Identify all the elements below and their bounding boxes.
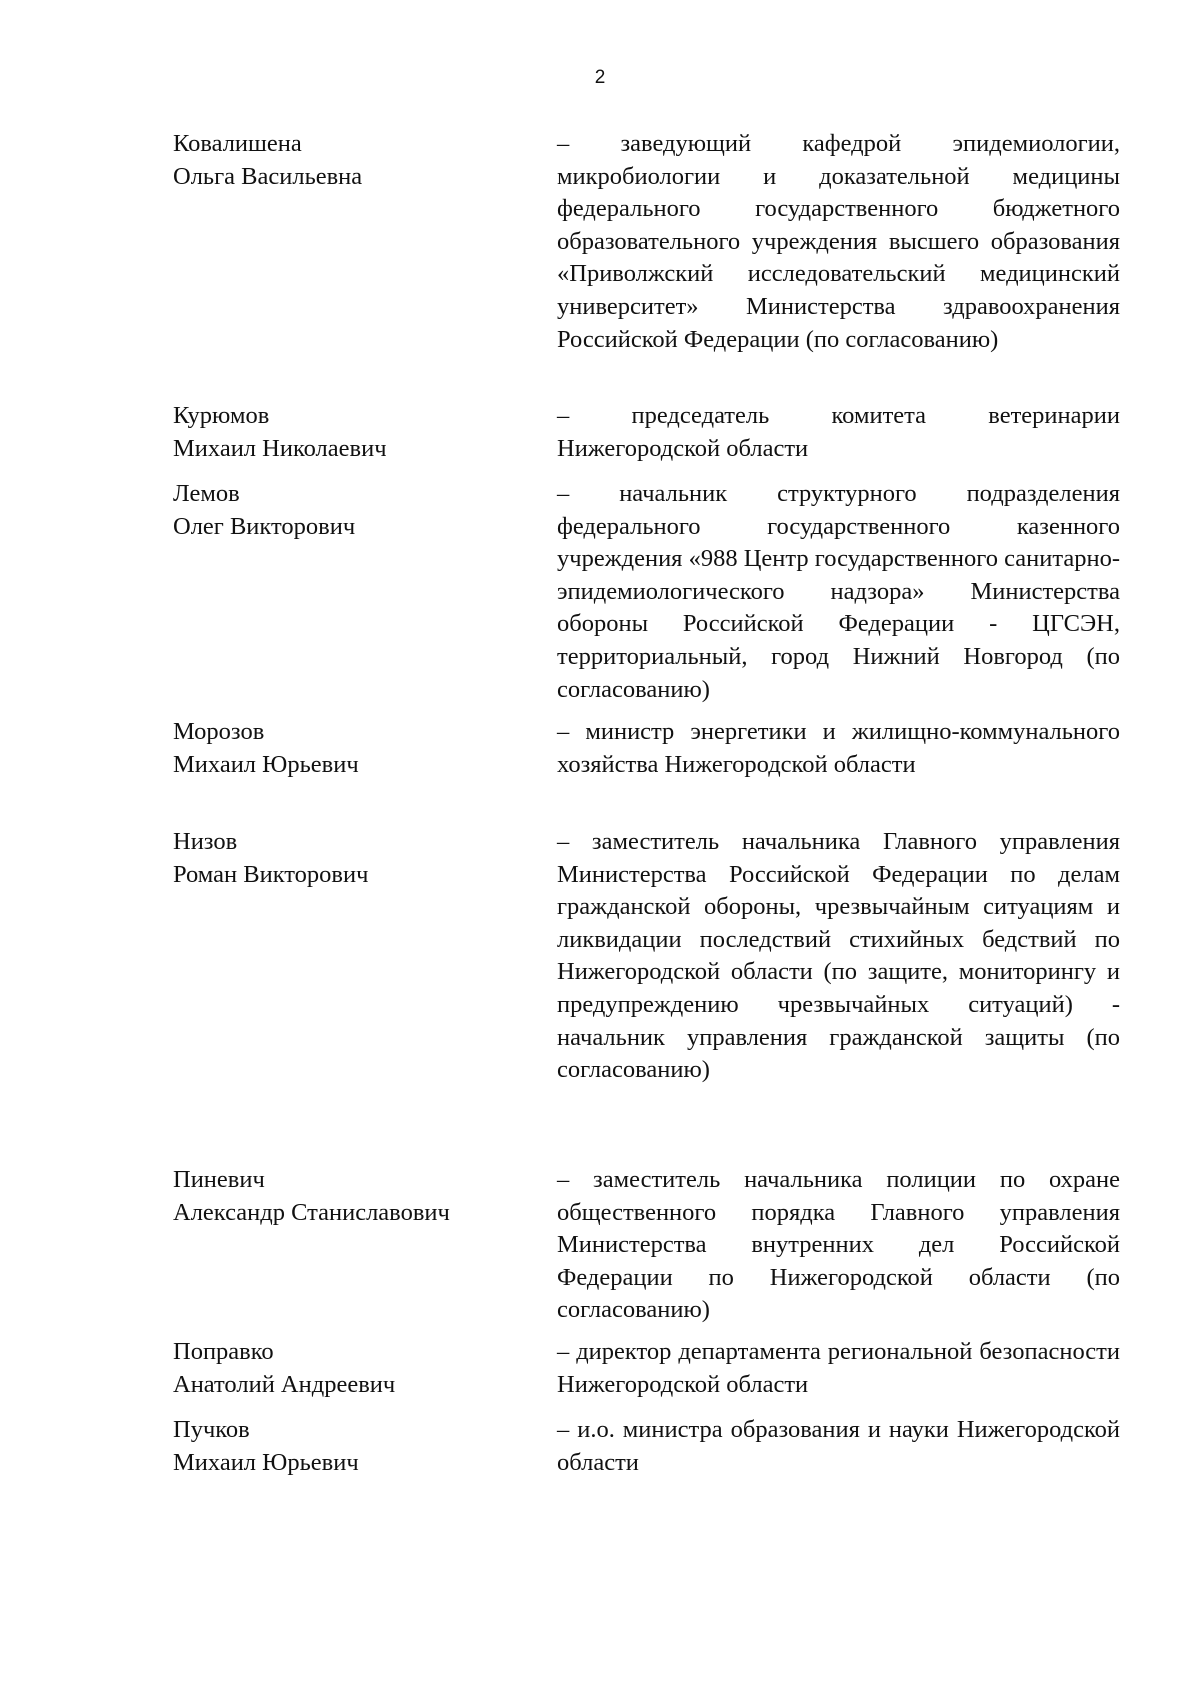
member-name	[173, 1164, 513, 1229]
member-position: – председатель комитета ветеринарии Нижегородской области	[557, 402, 1120, 462]
member-surname: Пиневич	[173, 1166, 265, 1193]
member-surname: Курюмов	[173, 402, 270, 429]
member-name	[173, 716, 513, 781]
member-surname: Поправко	[173, 1338, 274, 1365]
member-given-names: Олег Викторович	[173, 512, 356, 540]
page-number: 2	[594, 67, 606, 88]
member-given-names: Михаил Николаевич	[173, 434, 387, 462]
member-name	[173, 1414, 513, 1479]
member-position: – начальник структурного подразделения федерального государственного казенного учреждения «988 Центр государственного санитарно-эпидемиологического надзора» Министерства обороны Российской Федерации - ЦГСЭН, территориальный, город Нижний Новгород (по согласованию)	[557, 480, 1120, 703]
member-name	[173, 1336, 513, 1401]
member-given-names: Александр Станиславович	[173, 1198, 450, 1226]
member-surname: Лемов	[173, 480, 240, 507]
member-position: – заместитель начальника Главного управления Министерства Российской Федерации по делам гражданской обороны, чрезвычайным ситуациям и ликвидации последствий стихийных бедствий по Нижегородской области (по защите, мониторингу и предупреждению чрезвычайных ситуаций) - начальник управления гражданской защиты (по согласованию)	[557, 828, 1120, 1084]
member-position: – заместитель начальника полиции по охране общественного порядка Главного управления Министерства внутренних дел Российской Федерации по Нижегородской области (по согласованию)	[557, 1166, 1120, 1324]
member-name	[173, 478, 513, 543]
member-position: – директор департамента региональной безопасности Нижегородской области	[557, 1338, 1120, 1398]
member-name	[173, 128, 513, 193]
member-given-names: Роман Викторович	[173, 860, 369, 888]
member-name	[173, 826, 513, 891]
member-surname: Пучков	[173, 1416, 250, 1443]
member-position: – заведующий кафедрой эпидемиологии, микробиологии и доказательной медицины федерального государственного бюджетного образовательного учреждения высшего образования «Приволжский исследовательский медицинский университет» Министерства здравоохранения Российской Федерации (по согласованию)	[557, 130, 1120, 353]
member-position: – и.о. министра образования и науки Нижегородской области	[557, 1416, 1120, 1476]
member-surname: Ковалишена	[173, 130, 302, 157]
member-surname: Низов	[173, 828, 238, 855]
member-name	[173, 400, 513, 465]
member-given-names: Анатолий Андреевич	[173, 1370, 396, 1398]
member-surname: Морозов	[173, 718, 265, 745]
member-given-names: Михаил Юрьевич	[173, 1448, 359, 1476]
member-given-names: Михаил Юрьевич	[173, 750, 359, 778]
member-position: – министр энергетики и жилищно-коммунального хозяйства Нижегородской области	[557, 718, 1120, 778]
member-given-names: Ольга Васильевна	[173, 162, 363, 190]
